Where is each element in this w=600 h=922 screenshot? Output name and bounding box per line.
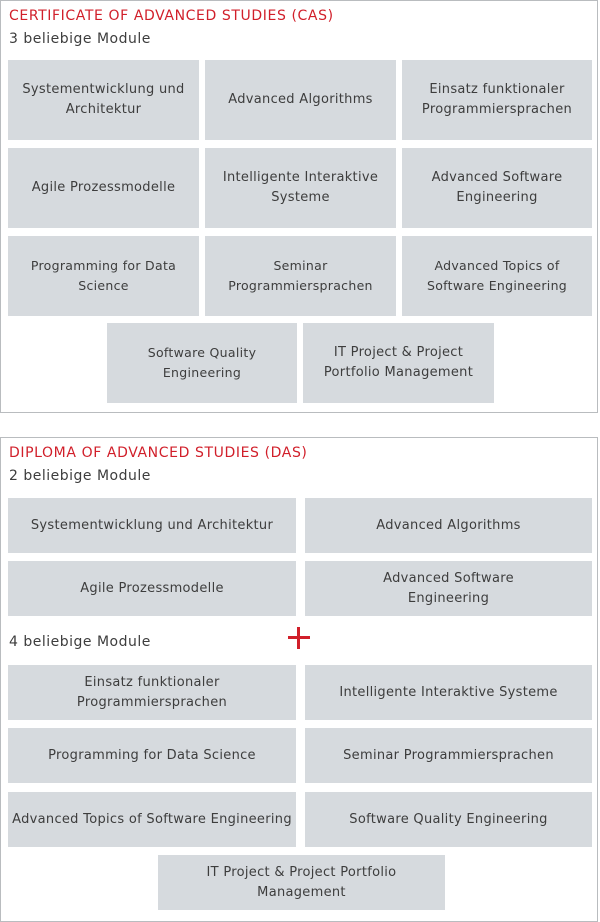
das-panel <box>0 437 598 922</box>
das-module-einsatz-funktionaler: Einsatz funktionaler Programmiersprachen <box>8 665 296 720</box>
das-module-advanced-topics: Advanced Topics of Software Engineering <box>8 792 296 847</box>
das-module-agile-prozessmodelle: Agile Prozessmodelle <box>8 561 296 616</box>
das-subtitle-elective: 4 beliebige Module <box>9 634 151 650</box>
cas-module-programming-data-science: Programming for Data Science <box>8 236 199 316</box>
cas-module-it-project-portfolio: IT Project & Project Portfolio Management <box>303 323 494 403</box>
cas-module-einsatz-funktionaler: Einsatz funktionaler Programmiersprachen <box>402 60 592 140</box>
cas-subtitle: 3 beliebige Module <box>9 31 151 47</box>
das-title: DIPLOMA OF ADVANCED STUDIES (DAS) <box>9 445 308 461</box>
plus-icon <box>287 626 311 650</box>
das-module-advanced-algorithms: Advanced Algorithms <box>305 498 592 553</box>
cas-title: CERTIFICATE OF ADVANCED STUDIES (CAS) <box>9 8 334 24</box>
das-module-seminar-programmiersprachen: Seminar Programmiersprachen <box>305 728 592 783</box>
das-module-programming-data-science: Programming for Data Science <box>8 728 296 783</box>
cas-module-intelligente-systeme: Intelligente Interaktive Systeme <box>205 148 396 228</box>
das-module-intelligente-systeme: Intelligente Interaktive Systeme <box>305 665 592 720</box>
das-module-systementwicklung: Systementwicklung und Architektur <box>8 498 296 553</box>
das-module-it-project-portfolio: IT Project & Project Portfolio Management <box>158 855 445 910</box>
cas-module-advanced-topics: Advanced Topics of Software Engineering <box>402 236 592 316</box>
cas-module-advanced-software-engineering: Advanced Software Engineering <box>402 148 592 228</box>
cas-module-advanced-algorithms: Advanced Algorithms <box>205 60 396 140</box>
cas-module-seminar-programmiersprachen: Seminar Programmiersprachen <box>205 236 396 316</box>
cas-module-software-quality: Software Quality Engineering <box>107 323 297 403</box>
das-subtitle-required: 2 beliebige Module <box>9 468 151 484</box>
das-module-advanced-software-engineering: Advanced Software Engineering <box>305 561 592 616</box>
cas-module-systementwicklung: Systementwicklung und Architektur <box>8 60 199 140</box>
cas-panel <box>0 0 598 413</box>
das-module-software-quality: Software Quality Engineering <box>305 792 592 847</box>
cas-module-agile-prozessmodelle: Agile Prozessmodelle <box>8 148 199 228</box>
